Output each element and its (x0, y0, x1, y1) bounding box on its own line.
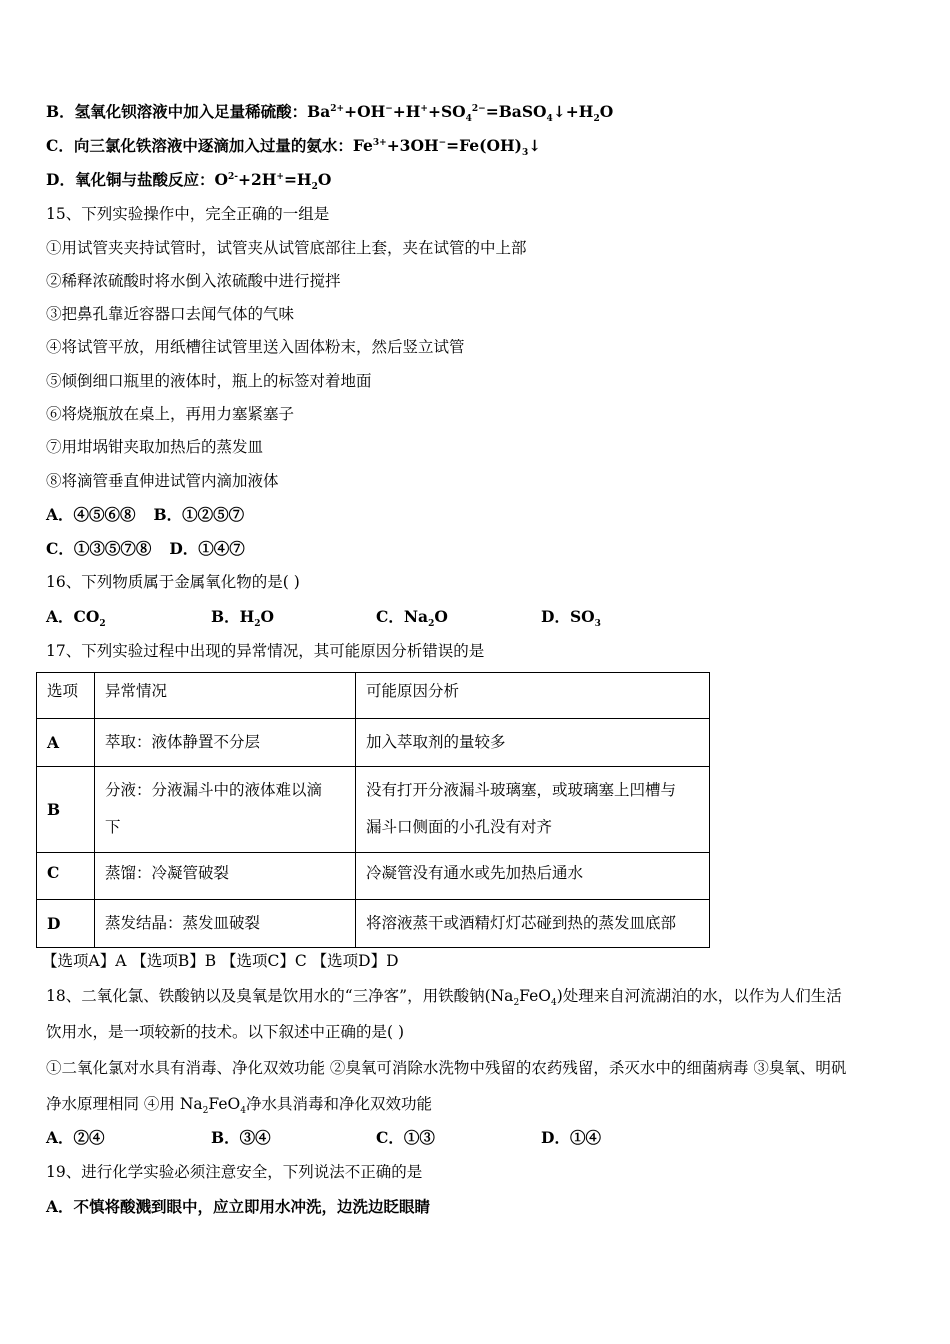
q15-item: ③把鼻孔靠近容器口去闻气体的气味 (46, 305, 295, 323)
q17-options: 【选项A】A 【选项B】B 【选项C】C 【选项D】D (42, 952, 399, 970)
header-phenomenon: 异常情况 (95, 673, 356, 719)
row-key: C (37, 853, 95, 900)
row-reason: 没有打开分液漏斗玻璃塞，或玻璃塞上凹槽与 漏斗口侧面的小孔没有对齐 (356, 767, 710, 853)
header-option: 选项 (37, 673, 95, 719)
q15-option-b: B．①②⑤⑦ (153, 505, 245, 524)
row-reason: 将溶液蒸干或酒精灯灯芯碰到热的蒸发皿底部 (356, 900, 710, 948)
row-reason: 加入萃取剂的量较多 (356, 719, 710, 767)
q15-options-row-1 (46, 505, 244, 525)
q15-option-c: C．①③⑤⑦⑧ (46, 539, 152, 558)
q18-option-b: B．③④ (211, 1128, 271, 1147)
q18-stem-line-1: 18、二氧化氯、铁酸钠以及臭氧是饮用水的“三净客”，用铁酸钠$(Na_2FeO_4)$处理来自河流湖泊的水，以作为人们生活 (46, 987, 842, 1009)
q15-item: ①用试管夹夹持试管时，试管夹从试管底部往上套，夹在试管的中上部 (46, 239, 527, 257)
q18-statements-line-1: ①二氧化氯对水具有消毒、净化双效功能 ②臭氧可消除水洗物中残留的农药残留，杀灭水中的细菌病毒 ③臭氧、明矾 (46, 1059, 847, 1077)
q15-options-row-2 (46, 539, 245, 559)
table-header-row (37, 673, 710, 719)
q18-option-a: A．②④ (46, 1128, 105, 1147)
q15-option-a: A．④⑤⑥⑧ (46, 505, 136, 524)
q18-option-d: D．①④ (541, 1128, 601, 1147)
q15-stem: 15、下列实验操作中，完全正确的一组是 (46, 205, 330, 223)
table-row (37, 900, 710, 948)
q15-item: ②稀释浓硫酸时将水倒入浓硫酸中进行搅拌 (46, 272, 341, 290)
table-row (37, 853, 710, 900)
q19-option-a: A．不慎将酸溅到眼中，应立即用水冲洗，边洗边眨眼睛 (46, 1197, 431, 1216)
header-reason: 可能原因分析 (356, 673, 710, 719)
row-key: D (37, 900, 95, 948)
row-key: A (37, 719, 95, 767)
q16-option-b: B．$H_2O$ (211, 607, 275, 630)
q18-statements-line-2: 净水原理相同 ④用 $Na_2FeO_4$净水具消毒和净化双效功能 (46, 1095, 432, 1117)
q16-options (46, 607, 601, 630)
row-phenomenon: 蒸馏：冷凝管破裂 (95, 853, 356, 900)
q15-item: ⑧将滴管垂直伸进试管内滴加液体 (46, 472, 279, 490)
table-row (37, 719, 710, 767)
q14-option-c: C．向三氯化铁溶液中逐滴加入过量的氨水：$Fe^{3+}+3OH^-=Fe(OH)_3↓$ (46, 136, 542, 159)
q15-item: ⑥将烧瓶放在桌上，再用力塞紧塞子 (46, 405, 295, 423)
q16-stem: 16、下列物质属于金属氧化物的是( ) (46, 573, 300, 591)
q15-option-d: D．①④⑦ (169, 539, 245, 558)
q18-options (46, 1128, 601, 1148)
q17-stem: 17、下列实验过程中出现的异常情况，其可能原因分析错误的是 (46, 642, 485, 660)
q15-item: ⑦用坩埚钳夹取加热后的蒸发皿 (46, 438, 264, 456)
row-key: B (37, 767, 95, 853)
table-row (37, 767, 710, 853)
q15-item: ⑤倾倒细口瓶里的液体时，瓶上的标签对着地面 (46, 372, 372, 390)
row-phenomenon: 分液：分液漏斗中的液体难以滴 下 (95, 767, 356, 853)
q17-table (36, 672, 710, 948)
q18-option-c: C．①③ (376, 1128, 435, 1147)
row-reason: 冷凝管没有通水或先加热后通水 (356, 853, 710, 900)
q15-item: ④将试管平放，用纸槽往试管里送入固体粉末，然后竖立试管 (46, 338, 465, 356)
row-phenomenon: 蒸发结晶：蒸发皿破裂 (95, 900, 356, 948)
q19-stem: 19、进行化学实验必须注意安全，下列说法不正确的是 (46, 1163, 423, 1181)
q16-option-d: D．$SO_3$ (541, 607, 601, 630)
q16-option-a: A．$CO_2$ (46, 607, 106, 630)
q14-option-b: B．氢氧化钡溶液中加入足量稀硫酸：$Ba^{2+}+OH^-+H^++SO_4^{2-}=BaSO_4↓+H_2O$ (46, 102, 614, 125)
q18-stem-line-2: 饮用水，是一项较新的技术。以下叙述中正确的是( ) (46, 1023, 405, 1041)
q14-option-d: D．氧化铜与盐酸反应：$O^{2-}+2H^+=H_2O$ (46, 170, 332, 193)
row-phenomenon: 萃取：液体静置不分层 (95, 719, 356, 767)
q16-option-c: C．$Na_2O$ (376, 607, 448, 630)
